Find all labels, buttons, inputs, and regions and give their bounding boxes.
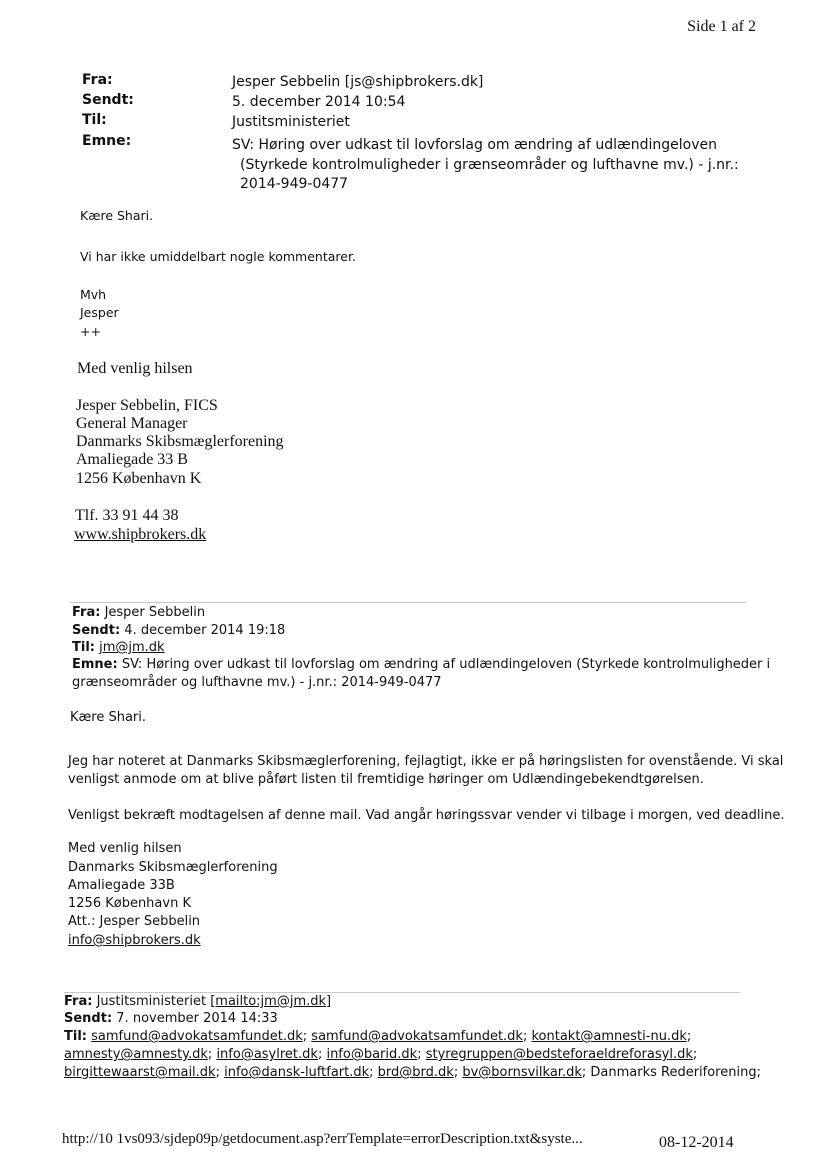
email3-from-name: Justitsministeriet [96, 994, 207, 1009]
email3-recipient-link[interactable]: amnesty@amnesty.dk [64, 1047, 208, 1062]
email2-signature-line: 1256 København K [68, 896, 191, 911]
email3-recipient-link[interactable]: kontakt@amnesti-nu.dk [531, 1029, 687, 1044]
email1-closing-line: ++ [80, 324, 101, 339]
email1-from: Jesper Sebbelin [js@shipbrokers.dk] [232, 74, 484, 90]
email2-sent-label: Sendt: [72, 623, 121, 638]
email2-greeting: Kære Shari. [70, 710, 147, 725]
email3-recipient-link[interactable]: styregruppen@bedsteforaeldreforasyl.dk [425, 1047, 693, 1062]
email1-from-label: Fra: [82, 72, 113, 88]
email3-sent: 7. november 2014 14:33 [116, 1011, 278, 1026]
email3-recipient-link[interactable]: samfund@advokatsamfundet.dk [311, 1029, 523, 1044]
email1-greeting: Kære Shari. [80, 208, 154, 223]
email3-recipient-link[interactable]: info@dansk-luftfart.dk [224, 1065, 370, 1080]
email2-para1-line: venligst anmode om at blive påført listen til fremtidige høringer om Udlændingebekendtgørelsen. [68, 772, 704, 787]
email1-body: Vi har ikke umiddelbart nogle kommentarer. [80, 249, 356, 264]
email1-to-label: Til: [82, 112, 107, 128]
email1-closing-line: Jesper [80, 305, 119, 320]
email2-to-row [72, 640, 165, 655]
email3-from-link[interactable]: [mailto:jm@jm.dk] [210, 994, 332, 1009]
email1-signature-line: Danmarks Skibsmæglerforening [76, 433, 284, 450]
email1-closing-line: Mvh [80, 287, 107, 302]
footer-url: http://10 1vs093/sjdep09p/getdocument.asp?errTemplate=errorDescription.txt&syste... [62, 1131, 583, 1147]
email1-signature-line: General Manager [76, 415, 188, 432]
email1-sent-label: Sendt: [82, 92, 134, 108]
email3-sent-row [64, 1011, 278, 1026]
email3-recipient-link[interactable]: brd@brd.dk [377, 1065, 454, 1080]
email3-from-row [64, 994, 331, 1009]
email1-subject-line: 2014-949-0477 [240, 176, 349, 192]
page-number: Side 1 af 2 [687, 18, 756, 35]
email1-website-link[interactable]: www.shipbrokers.dk [74, 526, 207, 543]
email3-to-row: birgittewaarst@mail.dk; info@dansk-luftfart.dk; brd@brd.dk; bv@bornsvilkar.dk; Danmarks Rederiforening; [64, 1065, 761, 1080]
email2-from-label: Fra: [72, 605, 101, 620]
email2-subject-line: SV: Høring over udkast til lovforslag om ændring af udlændingeloven (Styrkede kontrolmuligheder i [121, 657, 771, 672]
email2-email-link[interactable]: info@shipbrokers.dk [68, 933, 201, 948]
email2-subject-label: Emne: [72, 657, 118, 672]
email2-subject-row [72, 657, 770, 672]
email2-from-row [72, 605, 205, 620]
divider-line [64, 992, 740, 993]
email1-sig-greeting: Med venlig hilsen [77, 360, 193, 377]
email2-from: Jesper Sebbelin [104, 605, 206, 620]
email3-from-label: Fra: [64, 994, 93, 1009]
email2-signature-line: Amaliegade 33B [68, 878, 175, 893]
email1-subject-label: Emne: [82, 133, 132, 149]
email1-sent: 5. december 2014 10:54 [232, 94, 406, 110]
email1-subject-line: (Styrkede kontrolmuligheder i grænseområder og lufthavne mv.) - j.nr.: [240, 157, 739, 173]
email3-to-label: Til: [64, 1029, 87, 1044]
email1-phone: Tlf. 33 91 44 38 [75, 507, 179, 524]
email1-subject-line: SV: Høring over udkast til lovforslag om ændring af udlændingeloven [232, 137, 717, 153]
email1-signature-line: 1256 København K [76, 470, 202, 487]
email3-to-row: Til: samfund@advokatsamfundet.dk; samfund@advokatsamfundet.dk; kontakt@amnesti-nu.dk; [64, 1029, 692, 1044]
email3-recipient-link[interactable]: info@barid.dk [326, 1047, 418, 1062]
email2-signature-line: Danmarks Skibsmæglerforening [68, 860, 278, 875]
email3-to-row: amnesty@amnesty.dk; info@asylret.dk; info@barid.dk; styregruppen@bedsteforaeldreforasyl.dk; [64, 1047, 698, 1062]
email2-signature-line: Att.: Jesper Sebbelin [68, 914, 201, 929]
email2-sent: 4. december 2014 19:18 [124, 623, 286, 638]
email2-to-label: Til: [72, 640, 95, 655]
email2-para2: Venligst bekræft modtagelsen af denne mail. Vad angår høringssvar vender vi tilbage i morgen, ved deadline. [68, 808, 785, 823]
email3-recipient-text: Danmarks Rederiforening; [590, 1065, 761, 1080]
email2-signature-line: Med venlig hilsen [68, 841, 182, 856]
email3-recipient-link[interactable]: info@asylret.dk [216, 1047, 318, 1062]
email3-sent-label: Sendt: [64, 1011, 113, 1026]
email1-to: Justitsministeriet [232, 114, 350, 130]
email3-recipient-link[interactable]: bv@bornsvilkar.dk [462, 1065, 582, 1080]
email2-subject-line: grænseområder og lufthavne mv.) - j.nr.: 2014-949-0477 [72, 675, 442, 690]
footer-date: 08-12-2014 [659, 1134, 734, 1151]
email3-recipient-link[interactable]: samfund@advokatsamfundet.dk [91, 1029, 303, 1044]
email1-signature-line: Jesper Sebbelin, FICS [76, 397, 218, 414]
email3-recipient-link[interactable]: birgittewaarst@mail.dk [64, 1065, 216, 1080]
divider-line [70, 602, 746, 603]
email2-para1-line: Jeg har noteret at Danmarks Skibsmæglerforening, fejlagtigt, ikke er på høringslisten for ovenstående. Vi skal [68, 754, 784, 769]
email1-signature-line: Amaliegade 33 B [76, 451, 188, 468]
email2-sent-row [72, 623, 285, 638]
email2-to-link[interactable]: jm@jm.dk [99, 640, 165, 655]
